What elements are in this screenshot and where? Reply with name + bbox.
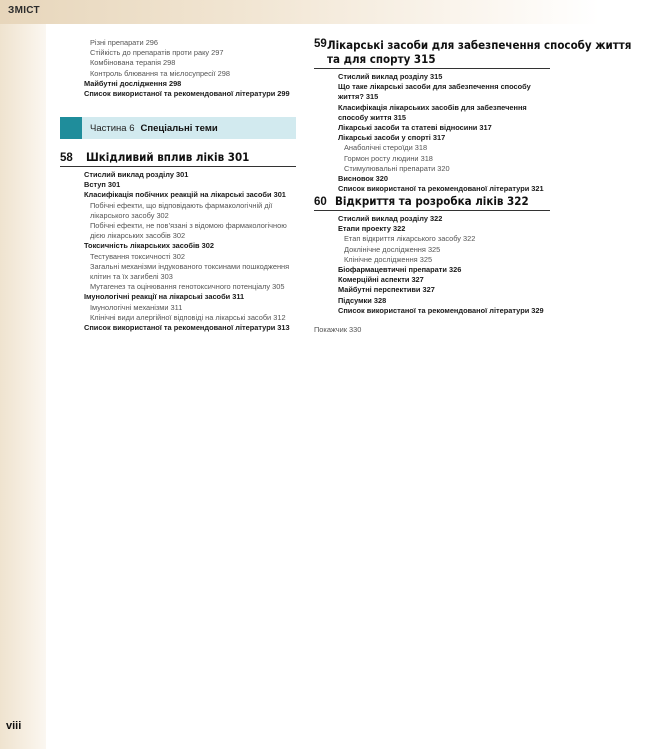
part-title: Спеціальні теми <box>140 122 218 134</box>
toc-entry: Список використаної та рекомендованої літератури 321 <box>338 184 544 194</box>
toc-subentry: Етап відкриття лікарського засобу 322 <box>344 234 476 244</box>
toc-entry: Що таке лікарські засоби для забезпечення способу життя? 315 <box>338 82 531 102</box>
toc-entry: Лікарські засоби та статеві відносини 317 <box>338 123 492 133</box>
header-title: ЗМІСТ <box>8 5 40 16</box>
chapter-title: Відкриття та розробка ліків 322 <box>334 194 529 208</box>
toc-entry: Стислий виклад розділу 301 <box>84 170 189 179</box>
toc-entry: Підсумки 328 <box>338 295 387 305</box>
part-banner <box>60 117 296 139</box>
chapter-title-line-1: Лікарські засоби для забезпечення способу життя <box>326 38 632 52</box>
toc-entry: Імунологічні реакції на лікарські засоби 311 <box>84 292 245 302</box>
toc-entry: Майбутні перспективи 327 <box>338 285 435 295</box>
toc-subentry: Контроль блювання та мієлосупресії 298 <box>90 68 230 78</box>
toc-entry: Етапи проекту 322 <box>338 224 406 234</box>
toc-subentry: Тестування токсичності 302 <box>90 251 185 261</box>
index-entry: Покажчик 330 <box>314 325 362 334</box>
toc-subentry: Побічні ефекти, не пов’язані з відомою фармакологічною дією лікарських засобів 302 <box>90 221 287 241</box>
header-band <box>0 0 600 24</box>
page-number: viii <box>6 720 22 732</box>
toc-subentry: Імунологічні механізми 311 <box>90 302 183 312</box>
toc-entry: Класифікація побічних реакцій на лікарські засоби 301 <box>84 190 286 200</box>
toc-entry: Список використаної та рекомендованої літератури 329 <box>338 305 544 315</box>
toc-subentry: Доклінічне дослідження 325 <box>344 244 441 254</box>
toc-entry: Стислий виклад розділу 322 <box>338 214 443 223</box>
toc-entry: Класифікація лікарських засобів для забезпечення способу життя 315 <box>338 102 527 122</box>
toc-subentry: Загальні механізми індукованого токсинами пошкодження клітин та їх загибелі 303 <box>90 261 290 282</box>
chapter-58 <box>60 150 296 333</box>
toc-entry: Стислий виклад розділу 315 <box>338 72 443 81</box>
toc-subentry: Анаболічні стероїди 318 <box>344 143 428 153</box>
toc-entry: Комерційні аспекти 327 <box>338 275 424 285</box>
chapter-entries <box>60 170 296 333</box>
toc-entry: Висновок 320 <box>338 174 389 184</box>
toc-subentry: Різні препарати 296 <box>90 38 159 47</box>
chapter-number: 59 <box>314 38 327 50</box>
chapter-60 <box>314 194 550 316</box>
toc-subentry: Гормон росту людини 318 <box>344 153 433 163</box>
toc-subentry: Стимулювальні препарати 320 <box>344 163 450 173</box>
left-top-entries <box>84 38 304 99</box>
chapter-entries <box>314 72 550 194</box>
toc-subentry: Побічні ефекти, що відповідають фармакологічній дії лікарського засобу 302 <box>90 200 273 220</box>
toc-subentry: Клінічне дослідження 325 <box>344 254 433 264</box>
toc-entry: Майбутні дослідження 298 <box>84 78 182 88</box>
chapter-title-line-2: та для спорту 315 <box>326 52 436 66</box>
toc-subentry: Клінічні види алергійної відповіді на лікарські засоби 312 <box>90 312 286 322</box>
toc-subentry: Стійкість до препаратів проти раку 297 <box>90 48 224 58</box>
toc-entry: Вступ 301 <box>84 180 121 190</box>
toc-entry: Список використаної та рекомендованої літератури 313 <box>84 323 290 333</box>
chapter-entries <box>314 214 550 316</box>
toc-entry: Лікарські засоби у спорті 317 <box>338 133 446 143</box>
toc-subentry: Комбінована терапія 298 <box>90 58 176 68</box>
chapter-heading <box>314 38 632 69</box>
chapter-number: 58 <box>60 152 73 164</box>
toc-entry: Токсичність лікарських засобів 302 <box>84 241 214 251</box>
chapter-heading <box>60 150 296 167</box>
toc-entry: Біофармацевтичні препарати 326 <box>338 265 462 275</box>
toc-subentry: Мутагенез та оцінювання генотоксичного потенціалу 305 <box>90 282 285 292</box>
chapter-number: 60 <box>314 196 327 208</box>
chapter-title: Шкідливий вплив ліків 301 <box>86 150 250 164</box>
chapter-59 <box>314 38 632 194</box>
page-margin-decoration <box>0 0 46 749</box>
part-label: Частина 6 <box>90 122 135 134</box>
toc-entry: Список використаної та рекомендованої літератури 299 <box>84 89 290 99</box>
chapter-heading <box>314 194 550 211</box>
